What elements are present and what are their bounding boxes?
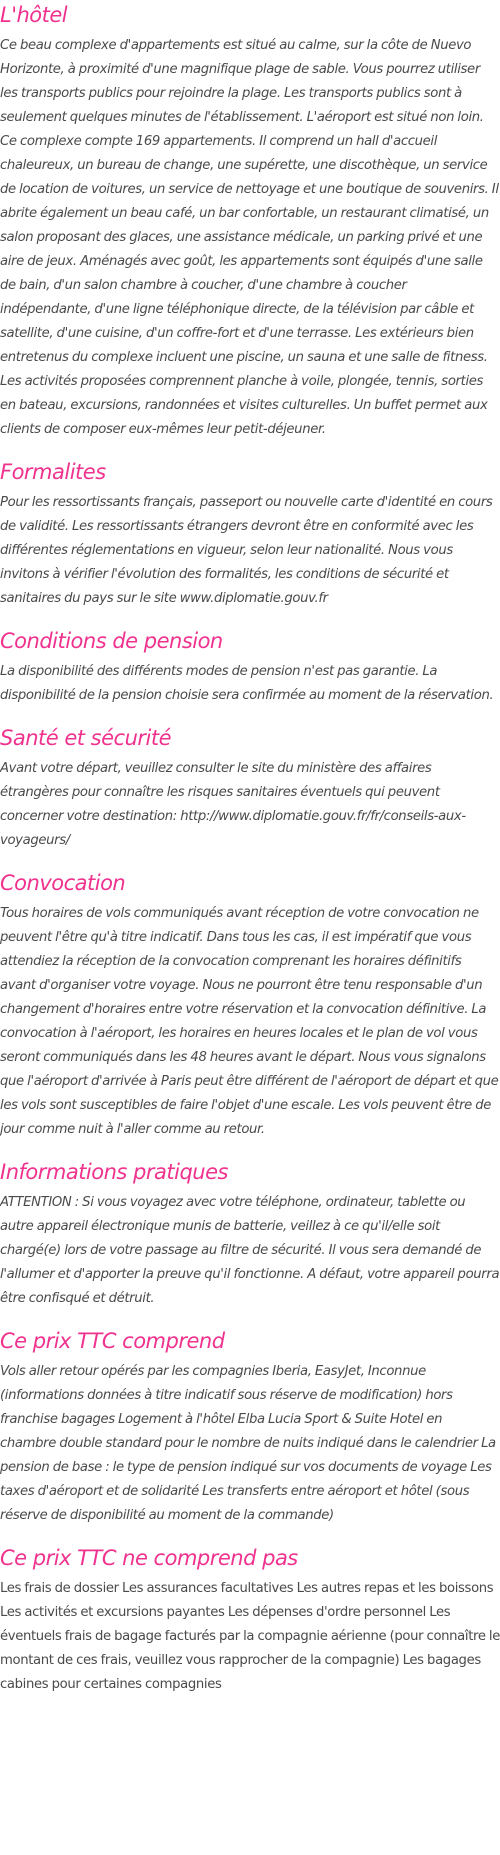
section-body-prix-comprend: Vols aller retour opérés par les compagnies Iberia, EasyJet, Inconnue (informations données à titre indicatif sous réserve de modification) hors franchise bagages Logement à l'hôtel Elba Lucia Sport & Suite Hotel en chambre double standard pour le nombre de nuits indiqué dans le calendrier La pension de base : le type de pension indiqué sur vos documents de voyage Les taxes d'aéroport et de solidarité Les transferts entre aéroport et hôtel (sous réserve de disponibilité au moment de la commande) <box>0 1364 496 1523</box>
section-hotel <box>0 0 500 442</box>
section-body-formalites: Pour les ressortissants français, passeport ou nouvelle carte d'identité en cours de validité. Les ressortissants étrangers devront être en conformité avec les différentes réglementations en vigueur, selon leur nationalité. Nous vous invitons à vérifier l'évolution des formalités, les conditions de sécurité et sanitaires du pays sur le site www.diplomatie.gouv.fr <box>0 495 493 606</box>
section-prix-ne-comprend-pas <box>0 1543 500 1697</box>
section-sante-securite <box>0 723 500 853</box>
section-body-informations-pratiques: ATTENTION : Si vous voyagez avec votre téléphone, ordinateur, tablette ou autre appareil électronique munis de batterie, veillez à ce qu'il/elle soit chargé(e) lors de votre passage au filtre de sécurité. Il vous sera demandé de l'allumer et d'apporter la preuve qu'il fonctionne. A défaut, votre appareil pourra être confisqué et détruit. <box>0 1195 500 1306</box>
section-informations-pratiques <box>0 1157 500 1311</box>
section-body-prix-ne-comprend-pas: Les frais de dossier Les assurances facultatives Les autres repas et les boissons Les activités et excursions payantes Les dépenses d'ordre personnel Les éventuels frais de bagage facturés par la compagnie aérienne (pour connaître le montant de ces frais, veuillez vous rapprocher de la compagnie) Les bagages cabines pour certaines compagnies <box>0 1581 500 1692</box>
section-title-prix-comprend: Ce prix TTC comprend <box>0 1329 225 1353</box>
section-title-hotel: L'hôtel <box>0 3 68 27</box>
section-body-sante-securite: Avant votre départ, veuillez consulter le site du ministère des affaires étrangères pour connaître les risques sanitaires éventuels qui peuvent concerner votre destination: http://www.diplomatie.gouv.fr/fr/conseils-aux-voyageurs/ <box>0 761 466 848</box>
section-prix-comprend <box>0 1326 500 1528</box>
section-title-prix-ne-comprend-pas: Ce prix TTC ne comprend pas <box>0 1546 298 1570</box>
section-title-informations-pratiques: Informations pratiques <box>0 1160 228 1184</box>
section-title-convocation: Convocation <box>0 871 126 895</box>
section-body-conditions-pension: La disponibilité des différents modes de pension n'est pas garantie. La disponibilité de la pension choisie sera confirmée au moment de la réservation. <box>0 664 494 703</box>
section-title-formalites: Formalites <box>0 460 106 484</box>
section-convocation <box>0 868 500 1142</box>
section-title-sante-securite: Santé et sécurité <box>0 726 172 750</box>
section-body-hotel: Ce beau complexe d'appartements est situé au calme, sur la côte de Nuevo Horizonte, à proximité d'une magnifique plage de sable. Vous pourrez utiliser les transports publics pour rejoindre la plage. Les transports publics sont à seulement quelques minutes de l'établissement. L'aéroport est situé non loin. Ce complexe compte 169 appartements. Il comprend un hall d'accueil chaleureux, un bureau de change, une supérette, une discothèque, un service de location de voitures, un service de nettoyage et une boutique de souvenirs. Il abrite également un beau café, un bar confortable, un restaurant climatisé, un salon proposant des glaces, une assistance médicale, un parking privé et une aire de jeux. Aménagés avec goût, les appartements sont équipés d'une salle de bain, d'un salon chambre à coucher, d'une chambre à coucher indépendante, d'une ligne téléphonique directe, de la télévision par câble et satellite, d'une cuisine, d'un coffre-fort et d'une terrasse. Les extérieurs bien entretenus du complexe incluent une piscine, un sauna et une salle de fitness. Les activités proposées comprennent planche à voile, plongée, tennis, sorties en bateau, excursions, randonnées et visites culturelles. Un buffet permet aux clients de composer eux-mêmes leur petit-déjeuner. <box>0 38 499 437</box>
section-conditions-pension <box>0 626 500 708</box>
section-body-convocation: Tous horaires de vols communiqués avant réception de votre convocation ne peuvent l'être qu'à titre indicatif. Dans tous les cas, il est impératif que vous attendiez la réception de la convocation comprenant les horaires définitifs avant d'organiser votre voyage. Nous ne pourront être tenu responsable d'un changement d'horaires entre votre réservation et la convocation définitive. La convocation à l'aéroport, les horaires en heures locales et le plan de vol vous seront communiqués dans les 48 heures avant le départ. Nous vous signalons que l'aéroport d'arrivée à Paris peut être différent de l'aéroport de départ et que les vols sont susceptibles de faire l'objet d'une escale. Les vols peuvent être de jour comme nuit à l'aller comme au retour. <box>0 906 499 1137</box>
section-formalites <box>0 457 500 611</box>
section-title-conditions-pension: Conditions de pension <box>0 629 223 653</box>
